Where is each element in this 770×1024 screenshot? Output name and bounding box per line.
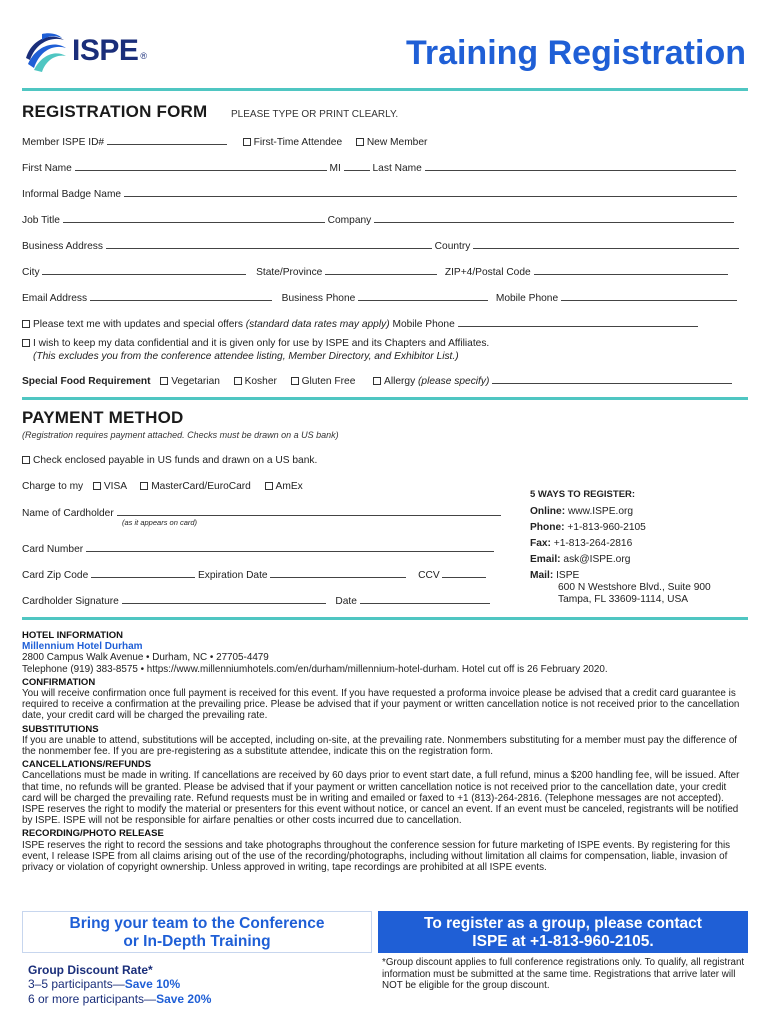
card-number-row [22, 543, 506, 555]
first-time-checkbox[interactable] [243, 138, 251, 146]
allergy-note: (please specify) [418, 376, 490, 387]
discount-tier-1: 3–5 participants—Save 10% [28, 977, 181, 991]
card-zip-row [22, 569, 506, 581]
group-promo-title-line-2: or In-Depth Training [123, 933, 271, 950]
fax-value: +1-813-264-2816 [553, 538, 633, 549]
hotel-name: Millennium Hotel Durham [22, 641, 143, 653]
ways-phone: Phone: +1-813-960-2105 [530, 522, 646, 533]
first-name-field[interactable] [75, 162, 327, 171]
vegetarian-checkbox[interactable] [160, 377, 168, 385]
signature-field[interactable] [122, 595, 326, 604]
ways-online: Online: www.ISPE.org [530, 506, 634, 517]
allergy-label: Allergy [384, 376, 416, 387]
ways-mail: Mail: ISPE [530, 570, 580, 581]
confidential-note: (This excludes you from the conference attendee listing, Member Directory, and Exhibitor List.) [33, 351, 459, 362]
gluten-free-label: Gluten Free [301, 376, 356, 387]
ways-email: Email: ask@ISPE.org [530, 554, 631, 565]
text-mobile-field[interactable] [458, 318, 698, 327]
company-label: Company [327, 215, 372, 226]
city-field[interactable] [42, 266, 246, 275]
state-field[interactable] [325, 266, 437, 275]
last-name-label: Last Name [372, 163, 422, 174]
mail-address-line-2: 600 N Westshore Blvd., Suite 900 [558, 582, 711, 593]
job-title-field[interactable] [63, 214, 325, 223]
member-row [22, 136, 748, 148]
address-label: Business Address [22, 241, 103, 252]
cancellations-title: CANCELLATIONS/REFUNDS [22, 759, 152, 771]
email-row [22, 292, 748, 304]
payment-section-title: PAYMENT METHOD [22, 408, 184, 427]
check-row [22, 455, 748, 466]
job-row [22, 214, 748, 226]
online-link[interactable]: www.ISPE.org [567, 506, 634, 517]
country-field[interactable] [473, 240, 739, 249]
discount-title: Group Discount Rate* [28, 963, 153, 977]
date-label: Date [335, 596, 357, 607]
mi-field[interactable] [344, 162, 370, 171]
text-updates-row [22, 318, 748, 330]
badge-row [22, 188, 748, 200]
date-field[interactable] [360, 595, 490, 604]
signature-row [22, 595, 506, 607]
zip-label: ZIP+4/Postal Code [444, 267, 531, 278]
mastercard-label: MasterCard/EuroCard [151, 481, 251, 492]
confidential-checkbox[interactable] [22, 339, 30, 347]
group-contact-title [378, 915, 748, 951]
zip-field[interactable] [534, 266, 728, 275]
visa-label: VISA [103, 481, 127, 492]
text-updates-note: (standard data rates may apply) [245, 319, 390, 330]
hotel-address: 2800 Campus Walk Avenue • Durham, NC • 27705-4479 [22, 652, 269, 664]
logo-wordmark: ISPE [72, 34, 139, 67]
new-member-checkbox[interactable] [356, 138, 364, 146]
confidential-label: I wish to keep my data confidential and it is given only for use by ISPE and its Chapters and Affiliates. [33, 338, 490, 349]
ccv-label: CCV [418, 570, 440, 581]
state-label: State/Province [256, 267, 323, 278]
name-row [22, 162, 748, 174]
discount-tier-2: 6 or more participants—Save 20% [28, 992, 212, 1006]
member-id-field[interactable] [107, 136, 227, 145]
mobile-phone-label: Mobile Phone [495, 293, 559, 304]
text-mobile-label: Mobile Phone [392, 319, 455, 330]
recording-title: RECORDING/PHOTO RELEASE [22, 828, 164, 840]
allergy-checkbox[interactable] [373, 377, 381, 385]
mobile-phone-field[interactable] [561, 292, 737, 301]
job-title-label: Job Title [22, 215, 60, 226]
text-updates-checkbox[interactable] [22, 320, 30, 328]
food-label: Special Food Requirement [22, 376, 151, 387]
badge-field[interactable] [124, 188, 737, 197]
confirmation-text: You will receive confirmation once full payment is received for this event. If you have requested a proforma invoice please be advised that a credit card guarantee is required to receive a confirmation at the prevailing price. Please be advised that if your payment or written cancellation notice is not received prior to the cancellation date, your credit card will be charged the prevailing rate. [22, 688, 740, 722]
mi-label: MI [329, 163, 341, 174]
check-enclosed-label: Check enclosed payable in US funds and drawn on a US bank. [33, 455, 318, 466]
logo-registered-mark: ® [140, 51, 148, 61]
badge-label: Informal Badge Name [22, 189, 122, 200]
confirmation-title: CONFIRMATION [22, 676, 96, 688]
vegetarian-label: Vegetarian [171, 376, 220, 387]
food-row [22, 375, 748, 387]
group-contact-line-2: ISPE at +1-813-960-2105. [472, 933, 654, 950]
business-phone-label: Business Phone [281, 293, 356, 304]
company-field[interactable] [374, 214, 734, 223]
kosher-checkbox[interactable] [234, 377, 242, 385]
ways-title: 5 WAYS TO REGISTER: [530, 489, 636, 500]
ispe-globe-icon [22, 28, 68, 74]
country-label: Country [434, 241, 471, 252]
email-field[interactable] [90, 292, 272, 301]
expiration-label: Expiration Date [197, 570, 268, 581]
header-divider [22, 88, 748, 91]
registration-divider [22, 397, 748, 400]
registration-section-title: REGISTRATION FORM [22, 102, 208, 121]
cardholder-note: (as it appears on card) [122, 518, 198, 527]
new-member-label: New Member [366, 137, 428, 148]
expiration-field[interactable] [270, 569, 406, 578]
mastercard-checkbox[interactable] [140, 482, 148, 490]
gluten-free-checkbox[interactable] [291, 377, 299, 385]
cardholder-field[interactable] [117, 507, 501, 516]
group-promo-title [22, 915, 372, 951]
last-name-field[interactable] [425, 162, 736, 171]
group-contact-line-1: To register as a group, please contact [424, 915, 702, 932]
email-link[interactable]: ask@ISPE.org [563, 554, 631, 565]
ways-to-register [530, 489, 750, 606]
mail-address-line-3: Tampa, FL 33609-1114, USA [558, 594, 689, 605]
amex-label: AmEx [275, 481, 303, 492]
check-enclosed-checkbox[interactable] [22, 456, 30, 464]
cardholder-label: Name of Cardholder [22, 508, 114, 519]
allergy-field[interactable] [492, 375, 732, 384]
group-contact-banner [378, 911, 748, 953]
first-name-label: First Name [22, 163, 72, 174]
ispe-logo [22, 28, 147, 74]
phone-value: +1-813-960-2105 [567, 522, 646, 533]
payment-divider [22, 617, 748, 620]
payment-note: (Registration requires payment attached. Checks must be drawn on a US bank) [22, 430, 339, 440]
card-zip-field[interactable] [91, 569, 195, 578]
first-time-label: First-Time Attendee [253, 137, 343, 148]
card-number-label: Card Number [22, 544, 84, 555]
page-header [0, 0, 770, 90]
business-phone-field[interactable] [358, 292, 488, 301]
address-field[interactable] [106, 240, 432, 249]
text-updates-label: Please text me with updates and special offers [33, 319, 243, 330]
group-promo [22, 911, 372, 1011]
group-promo-title-line-1: Bring your team to the Conference [69, 915, 325, 932]
hotel-contact: Telephone (919) 383-8575 • https://www.millenniumhotels.com/en/durham/millennium-hotel-durham. Hotel cut off is 26 February 2020. [22, 663, 608, 675]
kosher-label: Kosher [244, 376, 277, 387]
substitutions-title: SUBSTITUTIONS [22, 723, 99, 735]
amex-checkbox[interactable] [265, 482, 273, 490]
recording-text: ISPE reserves the right to record the sessions and take photographs throughout the conference session for future marketing of ISPE events. By registering for this event, I release ISPE from all claims arising out of the use of the recording/photographs, including without limitation all claims for compensation, liable, invasion of privacy or violation of copyright ownership. Unless approved in writing, tape recordings are prohibited at all ISPE events. [22, 839, 731, 874]
confidential-row [22, 338, 748, 349]
group-discount-footnote: *Group discount applies to full conference registrations only. To qualify, all registrant information must be submitted at the same time. Registrations that arrive later will NOT be eligible for the group discount. [382, 957, 745, 991]
card-number-field[interactable] [86, 543, 494, 552]
cancellations-text: Cancellations must be made in writing. If cancellations are received by 60 days prior to event start date, a full refund, minus a $200 handling fee, will be issued. After that time, no refunds will be granted. Please be advised that if your payment or written cancellation notice is not received prior to the cancellation date, your credit card will be charged the prevailing rate. Refund requests must be in writing and emailed or faxed to +1 (813)-264-2816. (Telephone messages are not accepted). ISPE reserves the right to modify the material or presenters for this event without notice, or cancel an event. If an event must be canceled, registrants will be notified by ISPE. ISPE will not be responsible for airfare penalties or other costs incurred due to cancellation. [22, 770, 740, 827]
email-label: Email Address [22, 293, 88, 304]
card-zip-label: Card Zip Code [22, 570, 89, 581]
policy-info [22, 628, 748, 873]
city-label: City [22, 267, 40, 278]
signature-label: Cardholder Signature [22, 596, 119, 607]
address-row [22, 240, 748, 252]
ways-fax: Fax: +1-813-264-2816 [530, 538, 633, 549]
substitutions-text: If you are unable to attend, substitutions will be accepted, including on-site, at the prevailing rate. Nonmembers substituting for a member must pay the difference of the nonmember fee. If you are pre-registering as a substitute attendee, indicate this on the registration form. [22, 734, 738, 758]
mail-value: ISPE [556, 570, 580, 581]
visa-checkbox[interactable] [93, 482, 101, 490]
ccv-field[interactable] [442, 569, 486, 578]
page-title: Training Registration [405, 34, 746, 72]
member-id-label: Member ISPE ID# [22, 137, 105, 148]
hotel-title: HOTEL INFORMATION [22, 630, 123, 641]
city-row [22, 266, 748, 278]
registration-instruction: PLEASE TYPE OR PRINT CLEARLY. [231, 109, 399, 120]
charge-label: Charge to my [22, 481, 84, 492]
